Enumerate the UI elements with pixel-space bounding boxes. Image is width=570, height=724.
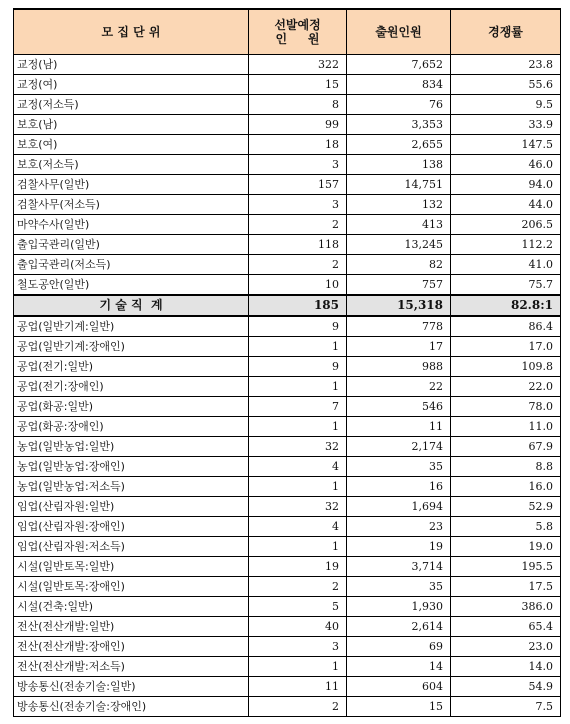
cell-competition-rate: 22.0 [451, 377, 561, 397]
cell-applicants: 16 [347, 477, 451, 497]
cell-planned-quota: 19 [249, 557, 347, 577]
cell-competition-rate: 8.8 [451, 457, 561, 477]
cell-applicants: 69 [347, 637, 451, 657]
table-row [14, 637, 561, 657]
cell-planned-quota: 18 [249, 135, 347, 155]
cell-planned-quota: 1 [249, 477, 347, 497]
cell-recruitment-unit: 교정(저소득) [14, 95, 249, 115]
cell-applicants: 13,245 [347, 235, 451, 255]
cell-recruitment-unit: 임업(산림자원:일반) [14, 497, 249, 517]
cell-planned-quota: 1 [249, 417, 347, 437]
table-body-section2 [14, 316, 561, 717]
table-row [14, 316, 561, 337]
table-row [14, 175, 561, 195]
table-row [14, 577, 561, 597]
cell-competition-rate: 44.0 [451, 195, 561, 215]
table-row [14, 115, 561, 135]
cell-recruitment-unit: 출입국관리(일반) [14, 235, 249, 255]
cell-competition-rate: 23.8 [451, 55, 561, 75]
subtotal-ratio: 82.8:1 [451, 295, 561, 316]
table-row [14, 377, 561, 397]
cell-applicants: 22 [347, 377, 451, 397]
cell-competition-rate: 23.0 [451, 637, 561, 657]
cell-recruitment-unit: 공업(화공:장애인) [14, 417, 249, 437]
cell-planned-quota: 8 [249, 95, 347, 115]
cell-recruitment-unit: 시설(건축:일반) [14, 597, 249, 617]
table-row [14, 275, 561, 296]
cell-competition-rate: 52.9 [451, 497, 561, 517]
table-row [14, 697, 561, 717]
cell-recruitment-unit: 보호(여) [14, 135, 249, 155]
cell-applicants: 988 [347, 357, 451, 377]
header-row [14, 9, 561, 55]
cell-competition-rate: 17.5 [451, 577, 561, 597]
cell-competition-rate: 65.4 [451, 617, 561, 637]
cell-recruitment-unit: 시설(일반토목:장애인) [14, 577, 249, 597]
cell-recruitment-unit: 시설(일반토목:일반) [14, 557, 249, 577]
cell-planned-quota: 2 [249, 255, 347, 275]
subtotal-section [14, 295, 561, 316]
cell-competition-rate: 19.0 [451, 537, 561, 557]
table-row [14, 617, 561, 637]
cell-planned-quota: 11 [249, 677, 347, 697]
cell-competition-rate: 86.4 [451, 316, 561, 337]
table-row [14, 517, 561, 537]
cell-competition-rate: 14.0 [451, 657, 561, 677]
cell-competition-rate: 11.0 [451, 417, 561, 437]
cell-planned-quota: 4 [249, 517, 347, 537]
cell-recruitment-unit: 전산(전산개발:일반) [14, 617, 249, 637]
table-header [14, 9, 561, 55]
cell-competition-rate: 195.5 [451, 557, 561, 577]
subtotal-applicants: 15,318 [347, 295, 451, 316]
cell-applicants: 76 [347, 95, 451, 115]
cell-recruitment-unit: 농업(일반농업:저소득) [14, 477, 249, 497]
cell-applicants: 35 [347, 577, 451, 597]
cell-planned-quota: 2 [249, 697, 347, 717]
cell-recruitment-unit: 방송통신(전송기술:일반) [14, 677, 249, 697]
cell-applicants: 7,652 [347, 55, 451, 75]
cell-competition-rate: 386.0 [451, 597, 561, 617]
header-planned-quota-line1: 선발예정 [274, 18, 321, 32]
header-applicants: 출원인원 [347, 9, 451, 55]
cell-planned-quota: 7 [249, 397, 347, 417]
cell-applicants: 757 [347, 275, 451, 296]
cell-planned-quota: 1 [249, 537, 347, 557]
header-planned-quota-line2: 인 원 [275, 32, 320, 46]
table-row [14, 557, 561, 577]
cell-competition-rate: 46.0 [451, 155, 561, 175]
table-row [14, 75, 561, 95]
cell-recruitment-unit: 농업(일반농업:일반) [14, 437, 249, 457]
cell-recruitment-unit: 마약수사(일반) [14, 215, 249, 235]
cell-planned-quota: 9 [249, 316, 347, 337]
cell-applicants: 2,614 [347, 617, 451, 637]
cell-competition-rate: 55.6 [451, 75, 561, 95]
cell-applicants: 14 [347, 657, 451, 677]
cell-planned-quota: 2 [249, 215, 347, 235]
cell-competition-rate: 75.7 [451, 275, 561, 296]
cell-recruitment-unit: 공업(전기:일반) [14, 357, 249, 377]
cell-applicants: 23 [347, 517, 451, 537]
cell-applicants: 17 [347, 337, 451, 357]
cell-recruitment-unit: 검찰사무(일반) [14, 175, 249, 195]
cell-applicants: 1,694 [347, 497, 451, 517]
table-row [14, 457, 561, 477]
cell-recruitment-unit: 공업(화공:일반) [14, 397, 249, 417]
cell-planned-quota: 3 [249, 637, 347, 657]
cell-planned-quota: 10 [249, 275, 347, 296]
table-body-section1 [14, 55, 561, 296]
cell-applicants: 2,655 [347, 135, 451, 155]
cell-recruitment-unit: 전산(전산개발:저소득) [14, 657, 249, 677]
table-row [14, 537, 561, 557]
cell-recruitment-unit: 임업(산림자원:장애인) [14, 517, 249, 537]
cell-planned-quota: 4 [249, 457, 347, 477]
cell-competition-rate: 33.9 [451, 115, 561, 135]
cell-recruitment-unit: 보호(남) [14, 115, 249, 135]
cell-recruitment-unit: 교정(여) [14, 75, 249, 95]
table-row [14, 337, 561, 357]
cell-recruitment-unit: 전산(전산개발:장애인) [14, 637, 249, 657]
cell-planned-quota: 118 [249, 235, 347, 255]
cell-planned-quota: 99 [249, 115, 347, 135]
competition-rate-table [13, 8, 561, 717]
header-planned-quota [249, 9, 347, 55]
cell-applicants: 604 [347, 677, 451, 697]
subtotal-row [14, 295, 561, 316]
cell-applicants: 14,751 [347, 175, 451, 195]
cell-competition-rate: 94.0 [451, 175, 561, 195]
cell-applicants: 1,930 [347, 597, 451, 617]
cell-recruitment-unit: 공업(일반기계:장애인) [14, 337, 249, 357]
cell-competition-rate: 17.0 [451, 337, 561, 357]
cell-applicants: 3,714 [347, 557, 451, 577]
cell-competition-rate: 16.0 [451, 477, 561, 497]
cell-competition-rate: 41.0 [451, 255, 561, 275]
cell-planned-quota: 32 [249, 437, 347, 457]
table-row [14, 477, 561, 497]
cell-competition-rate: 112.2 [451, 235, 561, 255]
cell-planned-quota: 9 [249, 357, 347, 377]
cell-planned-quota: 157 [249, 175, 347, 195]
cell-recruitment-unit: 공업(전기:장애인) [14, 377, 249, 397]
cell-planned-quota: 1 [249, 657, 347, 677]
cell-applicants: 35 [347, 457, 451, 477]
cell-competition-rate: 109.8 [451, 357, 561, 377]
table-row [14, 135, 561, 155]
subtotal-quota: 185 [249, 295, 347, 316]
cell-applicants: 11 [347, 417, 451, 437]
cell-applicants: 3,353 [347, 115, 451, 135]
header-competition-rate: 경쟁률 [451, 9, 561, 55]
cell-competition-rate: 9.5 [451, 95, 561, 115]
table-row [14, 215, 561, 235]
cell-competition-rate: 7.5 [451, 697, 561, 717]
table-row [14, 397, 561, 417]
cell-competition-rate: 5.8 [451, 517, 561, 537]
cell-competition-rate: 54.9 [451, 677, 561, 697]
cell-recruitment-unit: 임업(산림자원:저소득) [14, 537, 249, 557]
cell-applicants: 2,174 [347, 437, 451, 457]
table-row [14, 235, 561, 255]
cell-applicants: 82 [347, 255, 451, 275]
table-row [14, 55, 561, 75]
cell-recruitment-unit: 보호(저소득) [14, 155, 249, 175]
cell-applicants: 132 [347, 195, 451, 215]
table-row [14, 597, 561, 617]
cell-recruitment-unit: 공업(일반기계:일반) [14, 316, 249, 337]
cell-recruitment-unit: 출입국관리(저소득) [14, 255, 249, 275]
table-row [14, 357, 561, 377]
cell-recruitment-unit: 방송통신(전송기술:장애인) [14, 697, 249, 717]
cell-recruitment-unit: 교정(남) [14, 55, 249, 75]
table-row [14, 657, 561, 677]
table-row [14, 677, 561, 697]
cell-planned-quota: 15 [249, 75, 347, 95]
competition-table-container [13, 8, 560, 717]
cell-applicants: 834 [347, 75, 451, 95]
cell-applicants: 19 [347, 537, 451, 557]
subtotal-label: 기 술 직 계 [14, 295, 249, 316]
table-row [14, 95, 561, 115]
table-row [14, 417, 561, 437]
table-row [14, 497, 561, 517]
cell-competition-rate: 67.9 [451, 437, 561, 457]
cell-planned-quota: 322 [249, 55, 347, 75]
cell-applicants: 413 [347, 215, 451, 235]
cell-planned-quota: 1 [249, 337, 347, 357]
header-recruitment-unit: 모 집 단 위 [14, 9, 249, 55]
table-row [14, 195, 561, 215]
cell-planned-quota: 40 [249, 617, 347, 637]
cell-planned-quota: 5 [249, 597, 347, 617]
cell-recruitment-unit: 검찰사무(저소득) [14, 195, 249, 215]
cell-applicants: 138 [347, 155, 451, 175]
cell-planned-quota: 3 [249, 155, 347, 175]
cell-recruitment-unit: 철도공안(일반) [14, 275, 249, 296]
cell-applicants: 546 [347, 397, 451, 417]
cell-planned-quota: 3 [249, 195, 347, 215]
cell-applicants: 15 [347, 697, 451, 717]
cell-planned-quota: 32 [249, 497, 347, 517]
cell-competition-rate: 147.5 [451, 135, 561, 155]
cell-competition-rate: 206.5 [451, 215, 561, 235]
cell-competition-rate: 78.0 [451, 397, 561, 417]
cell-recruitment-unit: 농업(일반농업:장애인) [14, 457, 249, 477]
cell-applicants: 778 [347, 316, 451, 337]
table-row [14, 155, 561, 175]
table-row [14, 255, 561, 275]
cell-planned-quota: 1 [249, 377, 347, 397]
cell-planned-quota: 2 [249, 577, 347, 597]
table-row [14, 437, 561, 457]
